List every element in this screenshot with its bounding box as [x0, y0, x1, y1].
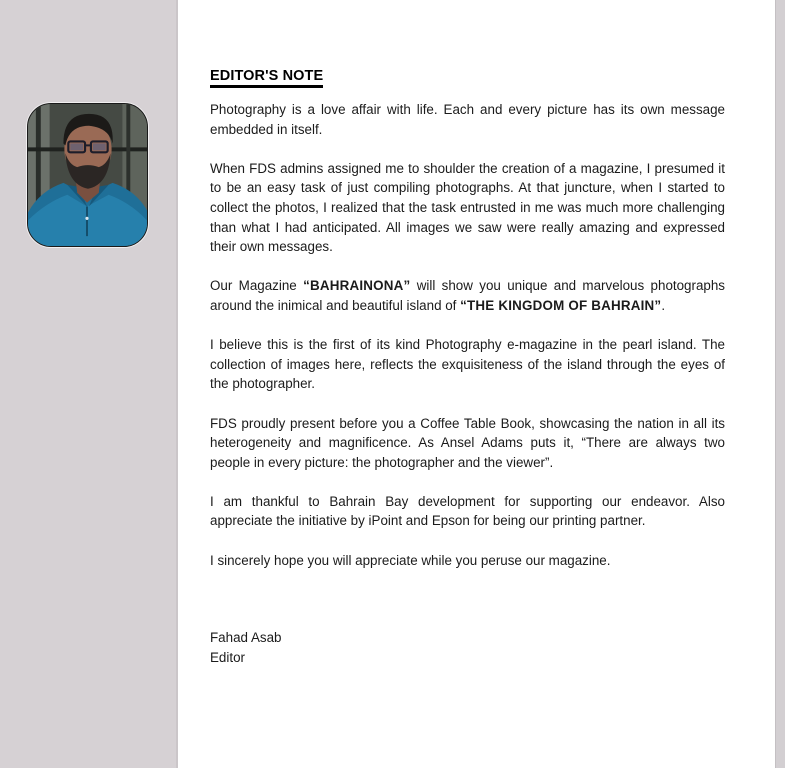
paragraph-text: will show you unique and marvelous photographs around the inimical and beautiful island of	[210, 278, 725, 313]
paragraph-1	[210, 100, 725, 139]
left-sidebar-panel	[0, 0, 178, 768]
portrait-image-icon	[28, 104, 147, 246]
paragraph-text: .	[661, 297, 666, 313]
signature-title: Editor	[210, 649, 245, 665]
magazine-name: “BAHRAINONA”	[303, 278, 411, 294]
editors-note-content	[210, 66, 725, 667]
paragraph-5	[210, 414, 725, 473]
editor-portrait-photo	[27, 103, 148, 247]
paragraph-text: FDS proudly present before you a Coffee Table Book, showcasing the nation in all its heterogeneity and magnificence. As Ansel Adams puts it, “There are always two people in every picture: the photographer and the viewer”.	[210, 415, 725, 470]
paragraph-7	[210, 551, 725, 571]
signature-block	[210, 628, 725, 667]
page-title: EDITOR'S NOTE	[210, 68, 323, 88]
paragraph-text: I believe this is the first of its kind Photography e-magazine in the pearl island. The collection of images here, reflects the exquisiteness of the island through the eyes of the photographer.	[210, 337, 725, 392]
paragraph-text: I am thankful to Bahrain Bay development for supporting our endeavor. Also appreciate the initiative by iPoint and Epson for being our printing partner.	[210, 493, 725, 529]
paragraph-4	[210, 335, 725, 394]
paragraph-6	[210, 492, 725, 531]
document-page	[178, 0, 775, 768]
country-name: “THE KINGDOM OF BAHRAIN”	[460, 297, 662, 313]
paragraph-text: When FDS admins assigned me to shoulder the creation of a magazine, I presumed it to be an easy task of just compiling photographs. At that juncture, when I started to collect the photos, I realized that the task entrusted in me was much more challenging than what I had anticipated. All images we saw were really amazing and expressed their own messages.	[210, 160, 725, 255]
right-page-edge	[775, 0, 785, 768]
paragraph-2	[210, 159, 725, 257]
paragraph-text: Our Magazine	[210, 278, 304, 294]
signature-name: Fahad Asab	[210, 630, 282, 646]
paragraph-3	[210, 276, 725, 315]
paragraph-text: I sincerely hope you will appreciate while you peruse our magazine.	[210, 552, 611, 568]
paragraph-text: Photography is a love affair with life. Each and every picture has its own message embedded in itself.	[210, 102, 725, 137]
